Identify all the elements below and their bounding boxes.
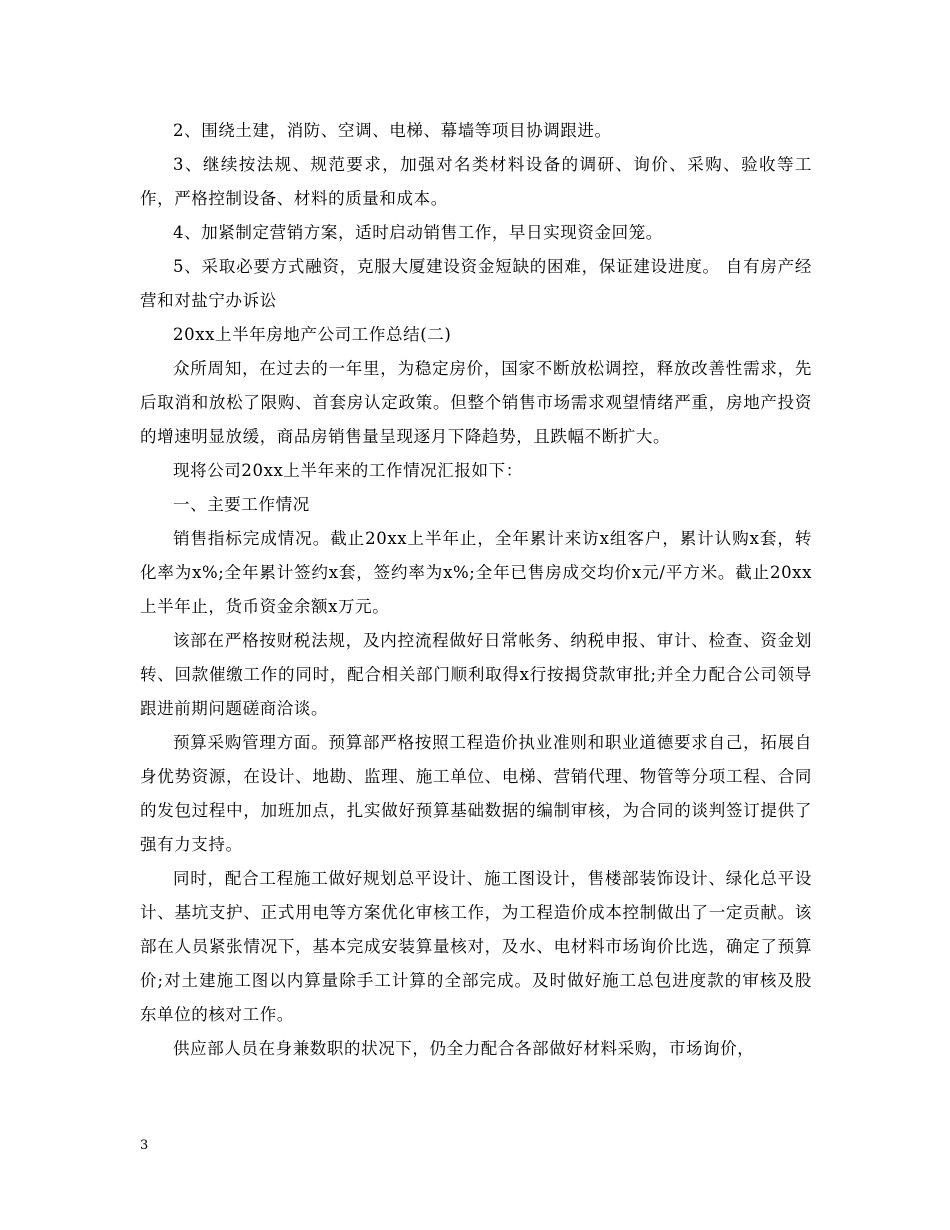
paragraph-intro: 众所周知，在过去的一年里，为稳定房价，国家不断放松调控，释放改善性需求，先后取消和放松了限购、首套房认定政策。但整个销售市场需求观望情绪严重，房地产投资的增速明显放缓，商品房销售量呈现逐月下降趋势，且跌幅不断扩大。 [140,359,812,446]
paragraph-budget: 预算采购管理方面。预算部严格按照工程造价执业准则和职业道德要求自己，拓展自身优势资源，在设计、地勘、监理、施工单位、电梯、营销代理、物管等分项工程、合同的发包过程中，加班加点，扎实做好预算基础数据的编制审核，为合同的谈判签订提供了强有力支持。 [140,733,812,854]
heading-main-work: 一、主要工作情况 [173,495,310,514]
page-number: 3 [140,1138,149,1153]
paragraph-report-lead: 现将公司20xx上半年来的工作情况汇报如下： [173,461,523,480]
paragraph-item-4: 4、加紧制定营销方案，适时启动销售工作，早日实现资金回笼。 [173,223,663,242]
paragraph-item-2: 2、围绕土建，消防、空调、电梯、幕墙等项目协调跟进。 [173,121,612,140]
paragraph-finance: 该部在严格按财税法规，及内控流程做好日常帐务、纳税申报、审计、检查、资金划转、回款催缴工作的同时，配合相关部门顺利取得x行按揭贷款审批;并全力配合公司领导跟进前期问题磋商洽谈。 [140,631,812,718]
body-text [140,114,812,1066]
paragraph-item-3: 3、继续按法规、规范要求，加强对名类材料设备的调研、询价、采购、验收等工作，严格控制设备、材料的质量和成本。 [140,155,812,208]
section-title: 20xx上半年房地产公司工作总结(二) [173,325,452,344]
paragraph-item-5: 5、采取必要方式融资，克服大厦建设资金短缺的困难，保证建设进度。 自有房产经营和对盐宁办诉讼 [140,257,812,310]
paragraph-sales: 销售指标完成情况。截止20xx上半年止，全年累计来访x组客户，累计认购x套，转化率为x%;全年累计签约x套，签约率为x%;全年已售房成交均价x元/平方米。截止20xx上半年止，货币资金余额x万元。 [140,529,812,616]
paragraph-design: 同时，配合工程施工做好规划总平设计、施工图设计，售楼部装饰设计、绿化总平设计、基坑支护、正式用电等方案优化审核工作，为工程造价成本控制做出了一定贡献。该部在人员紧张情况下，基本完成安装算量核对，及水、电材料市场询价比选，确定了预算价;对土建施工图以内算量除手工计算的全部完成。及时做好施工总包进度款的审核及股东单位的核对工作。 [140,869,812,1024]
paragraph-supply: 供应部人员在身兼数职的状况下，仍全力配合各部做好材料采购，市场询价， [173,1039,755,1058]
